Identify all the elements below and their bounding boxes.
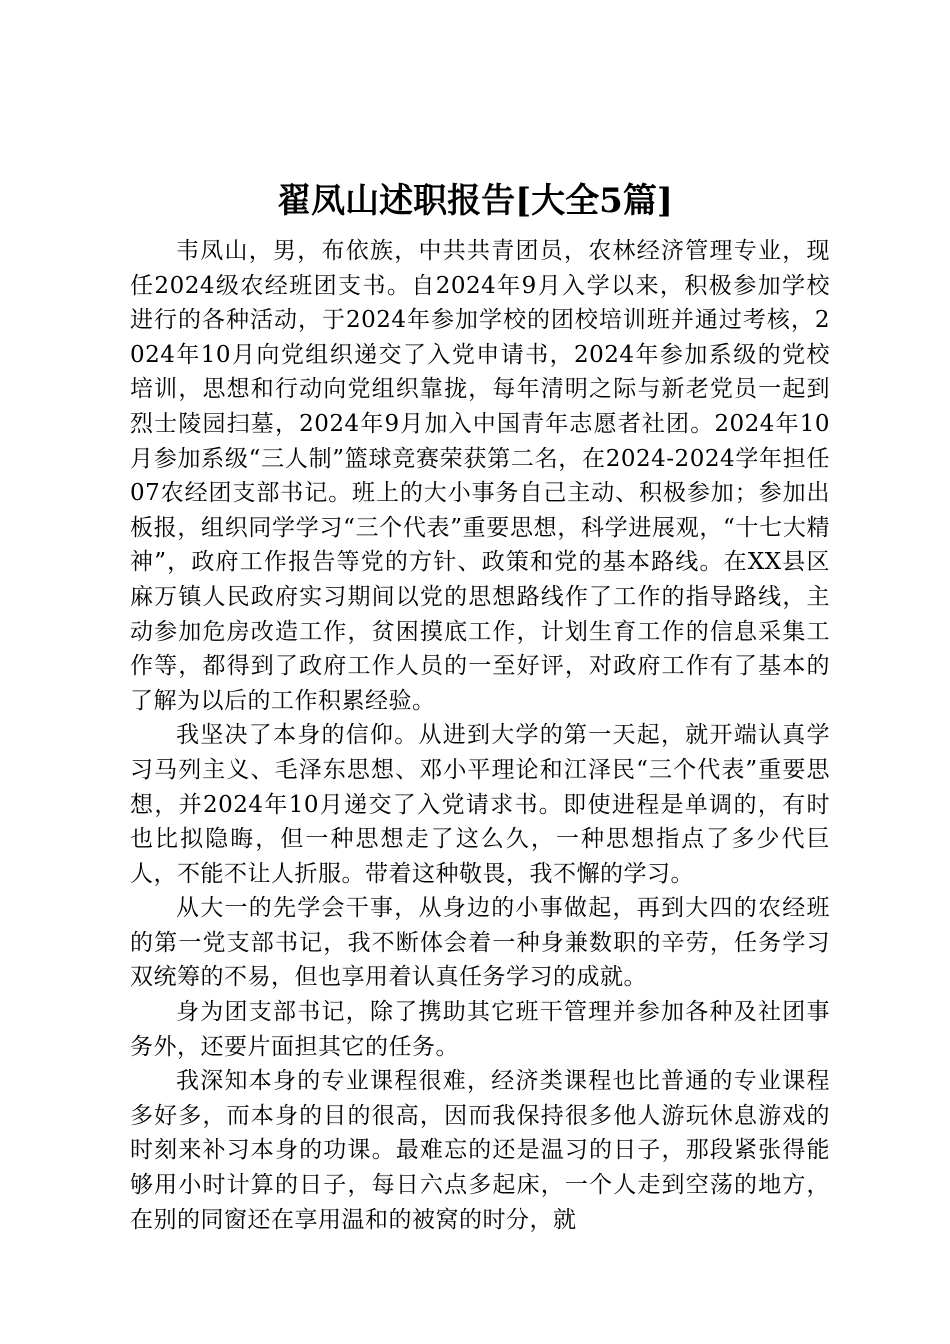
paragraph-5: 我深知本身的专业课程很难，经济类课程也比普通的专业课程多好多，而本身的目的很高，因而我保持很多他人游玩休息游戏的时刻来补习本身的功课。最难忘的还是温习的日子，那段紧张得能够用小时计算的日子，每日六点多起床，一个人走到空荡的地方，在别的同窗还在享用温和的被窝的时分，就 bbox=[130, 1068, 830, 1233]
paragraph-3: 从大一的先学会干事，从身边的小事做起，再到大四的农经班的第一党支部书记，我不断体会着一种身兼数职的辛劳，任务学习双统筹的不易，但也享用着认真任务学习的成就。 bbox=[130, 895, 830, 991]
document-title: 翟凤山述职报告[大全5篇] bbox=[277, 181, 673, 221]
paragraph-4: 身为团支部书记，除了携助其它班干管理并参加各种及社团事务外，还要片面担其它的任务。 bbox=[130, 999, 830, 1060]
paragraph-2: 我坚决了本身的信仰。从进到大学的第一天起，就开端认真学习马列主义、毛泽东思想、邓小平理论和江泽民“三个代表”重要思想，并2024年10月递交了入党请求书。即使进程是单调的，有时也比拟隐晦，但一种思想走了这么久，一种思想指点了多少代巨人，不能不让人折服。带着这种敬畏，我不懈的学习。 bbox=[130, 722, 830, 887]
paragraph-1: 韦凤山，男，布依族，中共共青团员，农林经济管理专业，现任2024级农经班团支书。自2024年9月入学以来，积极参加学校进行的各种活动，于2024年参加学校的团校培训班并通过考核，2024年10月向党组织递交了入党申请书，2024年参加系级的党校培训，思想和行动向党组织靠拢，每年清明之际与新老党员一起到烈士陵园扫墓，2024年9月加入中国青年志愿者社团。2024年10月参加系级“三人制”篮球竞赛荣获第二名，在2024-2024学年担任07农经团支部书记。班上的大小事务自己主动、积极参加；参加出板报，组织同学学习“三个代表”重要思想，科学进展观，“十七大精神”，政府工作报告等党的方针、政策和党的基本路线。在XX县区麻万镇人民政府实习期间以党的思想路线作了工作的指导路线，主动参加危房改造工作，贫困摸底工作，计划生育工作的信息采集工作等，都得到了政府工作人员的一至好评，对政府工作有了基本的了解为以后的工作积累经验。 bbox=[130, 238, 830, 714]
document-body bbox=[130, 234, 830, 1237]
